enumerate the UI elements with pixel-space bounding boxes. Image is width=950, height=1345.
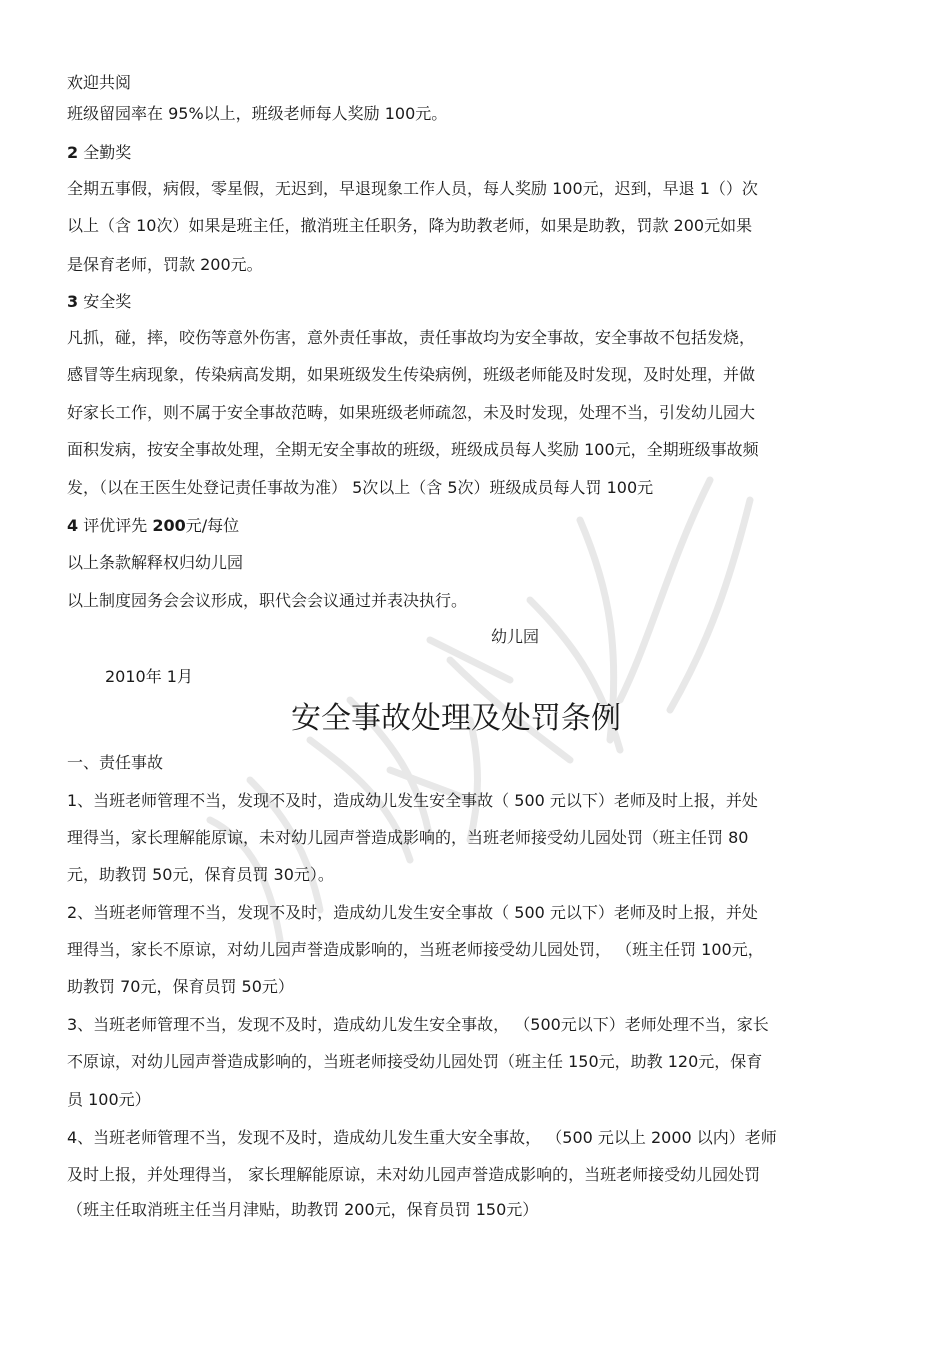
regulation-line: （班主任取消班主任当月津贴，助教罚 200元，保育员罚 150元） [67, 1200, 539, 1219]
section-title: 评优评先 [83, 516, 148, 535]
regulation-line: 助教罚 70元，保育员罚 50元） [67, 977, 294, 996]
paragraph-line: 好家长工作，则不属于安全事故范畴，如果班级老师疏忽，未及时发现，处理不当，引发幼儿园大 [67, 403, 756, 422]
footer-line: 以上制度园务会会议形成，职代会会议通过并表决执行。 [67, 591, 468, 610]
footer-line: 以上条款解释权归幼儿园 [67, 553, 244, 572]
section-title: 全勤奖 [83, 143, 132, 162]
page-title: 安全事故处理及处罚条例 [291, 701, 621, 736]
paragraph-line: 是保育老师，罚款 200元。 [67, 255, 263, 274]
paragraph-line: 发，（以在王医生处登记责任事故为准） 5次以上（含 5次）班级成员每人罚 100元 [67, 478, 654, 497]
paragraph-line: 感冒等生病现象，传染病高发期，如果班级发生传染病例，班级老师能及时发现，及时处理，并做 [67, 365, 756, 384]
paragraph-line: 面积发病，按安全事故处理，全期无安全事故的班级，班级成员每人奖励 100元，全期班级事故频 [67, 440, 759, 459]
regulation-line: 4、当班老师管理不当，发现不及时，造成幼儿发生重大安全事故， （500 元以上 2000 以内）老师 [67, 1128, 777, 1147]
award-amount: 200 [152, 516, 186, 535]
regulation-line: 2、当班老师管理不当，发现不及时，造成幼儿发生安全事故（ 500 元以下）老师及时上报，并处 [67, 903, 758, 922]
section-number: 2 [67, 143, 79, 162]
signature-date: 2010年 1月 [105, 667, 193, 686]
regulation-line: 元，助教罚 50元，保育员罚 30元）。 [67, 865, 334, 884]
regulation-line: 不原谅，对幼儿园声誉造成影响的，当班老师接受幼儿园处罚（班主任 150元，助教 120元，保育 [67, 1052, 763, 1071]
signature-org: 幼儿园 [490, 627, 539, 646]
regulation-line: 3、当班老师管理不当，发现不及时，造成幼儿发生安全事故， （500元以下）老师处理不当，家长 [67, 1015, 769, 1034]
section-heading-attendance [67, 143, 131, 163]
section-number: 3 [67, 292, 79, 311]
regulation-line: 理得当，家长理解能原谅，未对幼儿园声誉造成影响的，当班老师接受幼儿园处罚（班主任罚 80 [67, 828, 749, 847]
paragraph-line: 以上（含 10次）如果是班主任，撤消班主任职务，降为助教老师，如果是助教，罚款 200元如果 [67, 216, 753, 235]
header-text: 欢迎共阅 [67, 73, 132, 92]
regulation-line: 员 100元） [67, 1090, 151, 1109]
paragraph-line: 全期五事假，病假，零星假，无迟到，早退现象工作人员，每人奖励 100元，迟到，早退 1（）次 [67, 179, 758, 198]
section-number: 4 [67, 516, 79, 535]
section-title: 安全奖 [83, 292, 132, 311]
part-heading: 一、责任事故 [67, 753, 164, 772]
regulation-line: 及时上报，并处理得当， 家长理解能原谅，未对幼儿园声誉造成影响的，当班老师接受幼儿园处罚 [67, 1165, 761, 1184]
paragraph-line: 凡抓，碰，摔，咬伤等意外伤害，意外责任事故，责任事故均为安全事故，安全事故不包括发烧， [67, 328, 756, 347]
regulation-line: 1、当班老师管理不当，发现不及时，造成幼儿发生安全事故（ 500 元以下）老师及时上报，并处 [67, 791, 758, 810]
award-unit: 元/每位 [185, 516, 240, 535]
section-heading-safety [67, 292, 131, 312]
regulation-line: 理得当，家长不原谅，对幼儿园声誉造成影响的，当班老师接受幼儿园处罚， （班主任罚 100元， [67, 940, 764, 959]
section-heading-excellence [67, 516, 239, 536]
retention-bonus-line: 班级留园率在 95%以上，班级老师每人奖励 100元。 [67, 104, 448, 123]
